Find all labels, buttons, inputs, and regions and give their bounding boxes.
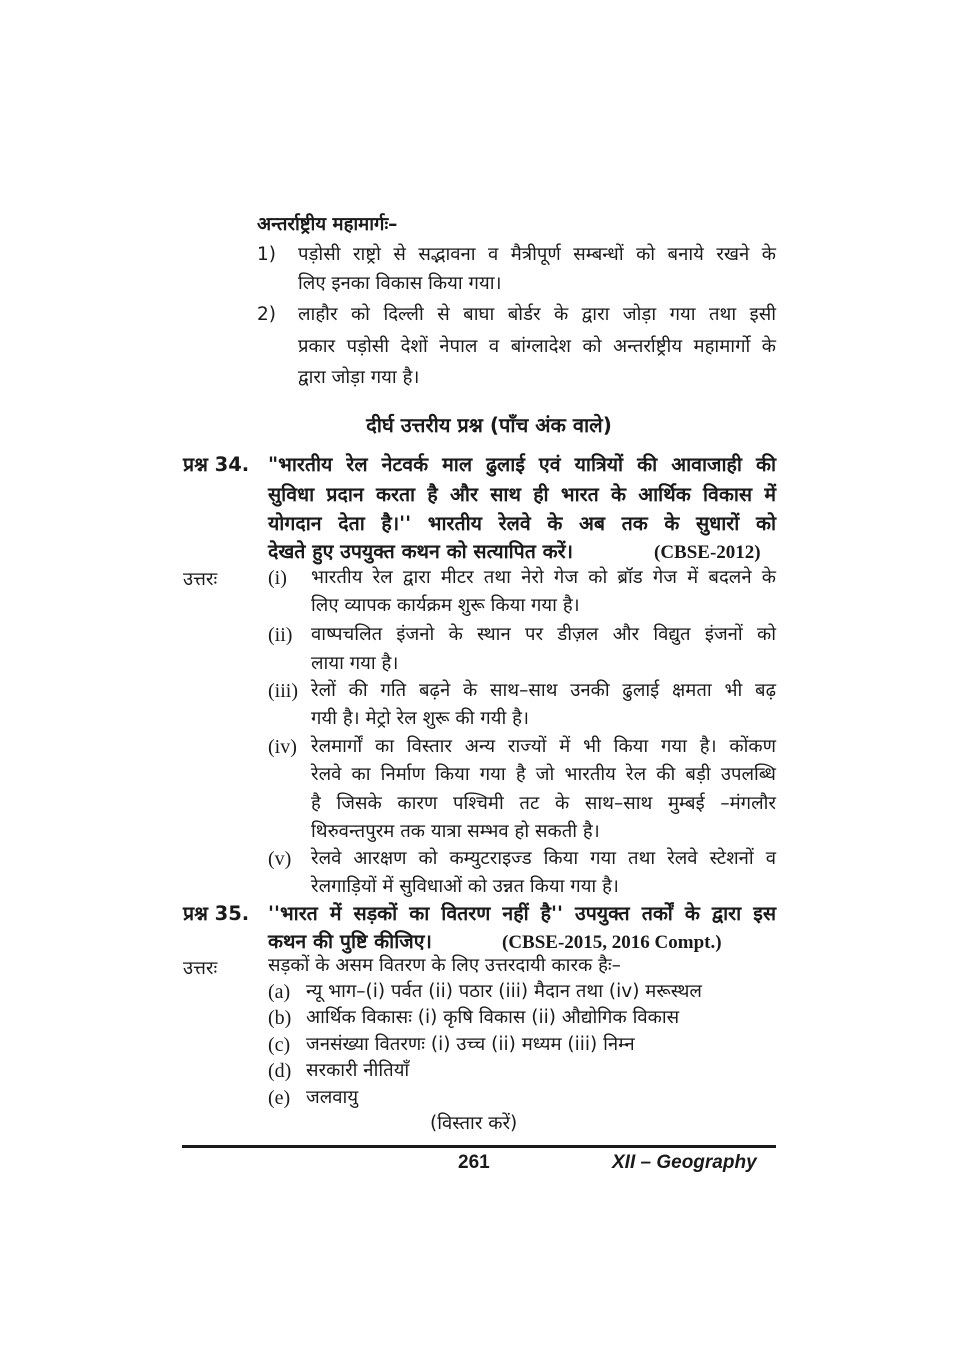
question-line: देखते हुए उपयुक्त कथन को सत्यापित करें।: [268, 540, 573, 563]
expand-note: (विस्तार करें): [430, 1113, 518, 1134]
list-number: (iv): [268, 736, 297, 758]
list-item-line: लिए व्यापक कार्यक्रम शुरू किया गया है।: [311, 595, 580, 616]
list-number: (e): [268, 1087, 291, 1109]
question-line: "भारतीय रेल नेटवर्क माल ढुलाई एवं यात्रियों की आवाजाही की: [268, 453, 776, 476]
list-item-line: भारतीय रेल द्वारा मीटर तथा नेरो गेज को ब्रॉड गेज में बदलने के: [311, 567, 776, 588]
list-item-line: रेलवे आरक्षण को कम्युटराइज्ड किया गया तथा रेलवे स्टेशनों व: [311, 848, 776, 869]
list-item-line: लाया गया है।: [311, 653, 399, 674]
list-number: 2): [257, 304, 276, 325]
list-item-text: सरकारी नीतियाँ: [306, 1060, 410, 1081]
list-item-line: रेलमार्गों का विस्तार अन्य राज्यों में भी किया गया है। कोंकण: [311, 736, 776, 757]
answer-label: उत्तरः: [183, 958, 218, 979]
list-item-line: थिरुवन्तपुरम तक यात्रा सम्भव हो सकती है।: [311, 821, 600, 842]
list-item-line: है जिसके कारण पश्चिमी तट के साथ–साथ मुम्बई –मंगलौर: [311, 793, 776, 814]
list-number: (iii): [268, 680, 298, 702]
list-item-line: रेलगाड़ियों में सुविधाओं को उन्नत किया गया है।: [311, 876, 619, 897]
list-item-text: जलवायु: [306, 1087, 359, 1108]
section-title: दीर्घ उत्तरीय प्रश्न (पाँच अंक वाले): [366, 413, 612, 437]
list-item-line: रेलों की गति बढ़ने के साथ–साथ उनकी ढुलाई क्षमता भी बढ़: [311, 680, 776, 701]
section-heading-intl-highways: अन्तर्राष्ट्रीय महामार्गः–: [257, 214, 398, 235]
list-number: 1): [257, 244, 276, 265]
question-line: ''भारत में सड़कों का वितरण नहीं है'' उपयुक्त तर्कों के द्वारा इस: [268, 902, 776, 925]
answer-label: उत्तरः: [183, 569, 218, 590]
answer-intro: सड़कों के असम वितरण के लिए उत्तरदायी कारक हैः–: [268, 955, 621, 976]
question-line: सुविधा प्रदान करता है और साथ ही भारत के आर्थिक विकास में: [268, 483, 776, 506]
list-item-line: गयी है। मेट्रो रेल शुरू की गयी है।: [311, 708, 529, 729]
question-line: योगदान देता है।'' भारतीय रेलवे के अब तक के सुधारों को: [268, 512, 776, 535]
list-number: (a): [268, 981, 291, 1003]
exam-tag: (CBSE-2012): [654, 542, 761, 563]
list-item-text: न्यू भाग–(i) पर्वत (ii) पठार (iii) मैदान तथा (iv) मरूस्थल: [306, 981, 702, 1002]
list-item-line: प्रकार पड़ोसी देशों नेपाल व बांग्लादेश को अन्तर्राष्ट्रीय महामार्गो के: [298, 336, 776, 357]
list-item-line: रेलवे का निर्माण किया गया है जो भारतीय रेल की बड़ी उपलब्धि: [311, 764, 776, 785]
list-number: (c): [268, 1034, 291, 1056]
page-number: 261: [458, 1152, 490, 1173]
question-line: कथन की पुष्टि कीजिए।: [268, 930, 432, 953]
list-item-line: वाष्पचलित इंजनो के स्थान पर डीज़ल और विद्युत इंजनों को: [311, 624, 776, 645]
list-item-line: पड़ोसी राष्ट्रो से सद्भावना व मैत्रीपूर्ण सम्बन्धों को बनाये रखने के: [298, 244, 776, 265]
list-item-line: द्वारा जोड़ा गया है।: [298, 367, 420, 388]
exam-tag: (CBSE-2015, 2016 Compt.): [502, 932, 722, 953]
list-item-text: जनसंख्या वितरणः (i) उच्च (ii) मध्यम (iii) निम्न: [306, 1034, 635, 1055]
list-number: (b): [268, 1007, 292, 1029]
list-number: (ii): [268, 624, 293, 646]
list-item-line: लिए इनका विकास किया गया।: [298, 273, 502, 294]
list-item-line: लाहौर को दिल्ली से बाघा बोर्डर के द्वारा जोड़ा गया तथा इसी: [298, 304, 776, 325]
subject-label: XII – Geography: [612, 1152, 757, 1173]
question-label: प्रश्न 34.: [183, 453, 250, 476]
list-item-text: आर्थिक विकासः (i) कृषि विकास (ii) औद्योगिक विकास: [306, 1007, 680, 1028]
footer-rule: [182, 1145, 776, 1148]
list-number: (i): [268, 567, 287, 589]
list-number: (v): [268, 848, 292, 870]
list-number: (d): [268, 1060, 292, 1082]
question-label: प्रश्न 35.: [183, 902, 250, 925]
